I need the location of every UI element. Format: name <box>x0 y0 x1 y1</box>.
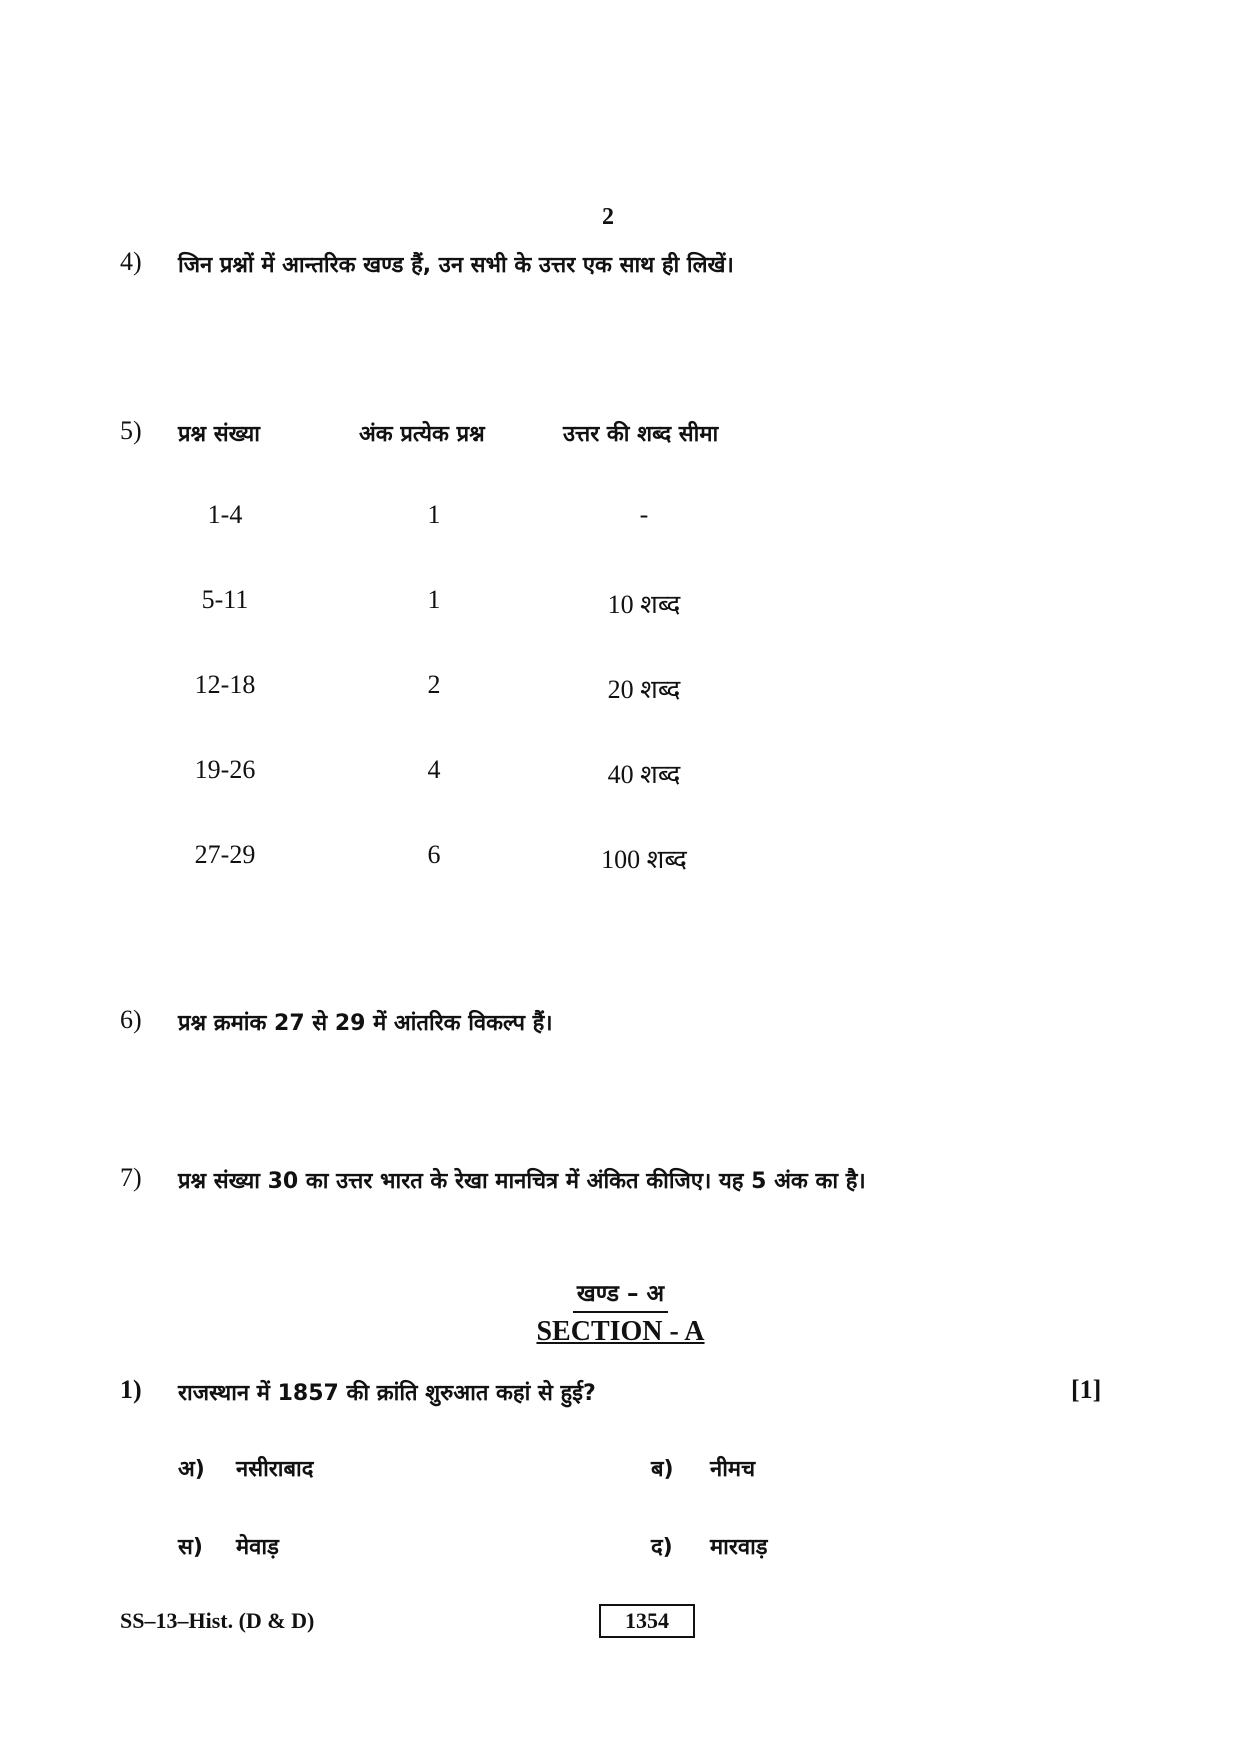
table-cell-marks: 1 <box>427 585 441 614</box>
section-heading-hindi-text: खण्ड – अ <box>573 1281 668 1313</box>
section-heading-hindi <box>0 1276 1241 1308</box>
option-label: स) <box>178 1535 203 1560</box>
option-text: मेवाड़ <box>236 1535 279 1560</box>
table-cell-words: - <box>639 500 649 529</box>
table-cell-words: 20 शब्द <box>607 675 681 704</box>
page-number: 2 <box>602 204 614 230</box>
instruction-4-text: जिन प्रश्नों में आन्तरिक खण्ड हैं, उन सभी के उत्तर एक साथ ही लिखें। <box>178 253 734 278</box>
question-marks: [1] <box>1071 1375 1102 1404</box>
table-header-marks-each: अंक प्रत्येक प्रश्न <box>359 422 485 447</box>
table-cell-range: 12-18 <box>194 670 256 699</box>
table-cell-marks: 1 <box>427 500 441 529</box>
table-cell-range: 19-26 <box>194 755 256 784</box>
option-text: नीमच <box>710 1457 756 1482</box>
table-cell-words: 40 शब्द <box>607 760 681 789</box>
option-label: अ) <box>178 1457 205 1482</box>
instruction-7-number: 7) <box>120 1163 142 1192</box>
section-heading-english: SECTION - A <box>536 1316 705 1347</box>
option-label: द) <box>651 1535 673 1560</box>
table-cell-words: 10 शब्द <box>607 590 681 619</box>
instruction-6-number: 6) <box>120 1005 142 1034</box>
instruction-4-number: 4) <box>120 247 142 276</box>
instruction-6-text: प्रश्न क्रमांक 27 से 29 में आंतरिक विकल्प हैं। <box>178 1011 553 1036</box>
table-cell-range: 1-4 <box>207 500 243 529</box>
table-header-question-number: प्रश्न संख्या <box>178 422 260 447</box>
table-cell-range: 5-11 <box>201 585 249 614</box>
table-cell-range: 27-29 <box>194 840 256 869</box>
question-number: 1) <box>120 1375 142 1404</box>
instruction-5-number: 5) <box>120 416 142 445</box>
table-cell-marks: 4 <box>427 755 441 784</box>
table-header-word-limit: उत्तर की शब्द सीमा <box>563 422 719 447</box>
table-cell-marks: 6 <box>427 840 441 869</box>
option-label: ब) <box>651 1457 674 1482</box>
table-cell-marks: 2 <box>427 670 441 699</box>
paper-code-box: 1354 <box>599 1604 695 1638</box>
question-text: राजस्थान में 1857 की क्रांति शुरुआत कहां से हुई? <box>178 1381 596 1406</box>
option-text: मारवाड़ <box>710 1535 768 1560</box>
instruction-7-text: प्रश्न संख्या 30 का उत्तर भारत के रेखा मानचित्र में अंकित कीजिए। यह 5 अंक का है। <box>178 1169 866 1194</box>
table-cell-words: 100 शब्द <box>601 845 687 874</box>
option-text: नसीराबाद <box>236 1457 314 1482</box>
footer-paper-code: SS–13–Hist. (D & D) <box>120 1608 315 1633</box>
